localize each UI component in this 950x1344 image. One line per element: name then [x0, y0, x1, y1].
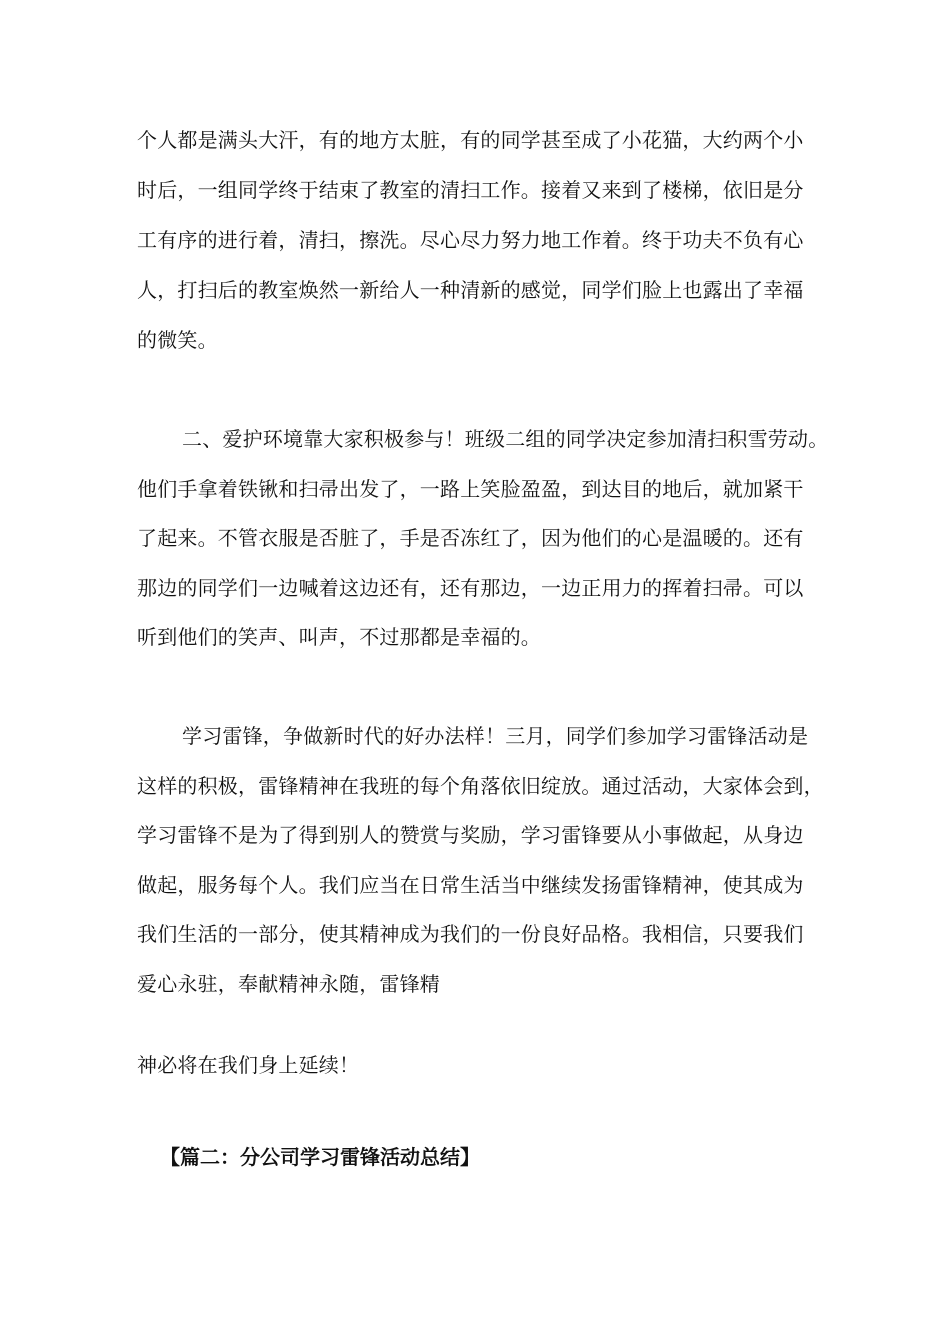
text-line: 学习雷锋不是为了得到别人的赞赏与奖励，学习雷锋要从小事做起，从身边: [137, 823, 804, 847]
text-line: 我们生活的一部分，使其精神成为我们的一份良好品格。我相信，只要我们: [137, 922, 804, 946]
text-line: 工有序的进行着，清扫，擦洗。尽心尽力努力地工作着。终于功夫不负有心: [137, 228, 804, 252]
text-line: 个人都是满头大汗，有的地方太脏，有的同学甚至成了小花猫，大约两个小: [137, 128, 804, 152]
text-line: 学习雷锋，争做新时代的好办法样！三月，同学们参加学习雷锋活动是: [182, 724, 809, 748]
text-line: 二、爱护环境靠大家积极参与！班级二组的同学决定参加清扫积雪劳动。: [182, 427, 829, 451]
text-line: 听到他们的笑声、叫声，不过那都是幸福的。: [137, 625, 541, 649]
text-line: 了起来。不管衣服是否脏了，手是否冻红了，因为他们的心是温暖的。还有: [137, 526, 804, 550]
text-line: 的微笑。: [137, 328, 218, 352]
text-line: 那边的同学们一边喊着这边还有，还有那边，一边正用力的挥着扫帚。可以: [137, 576, 804, 600]
text-line: 他们手拿着铁锹和扫帚出发了，一路上笑脸盈盈，到达目的地后，就加紧干: [137, 477, 804, 501]
text-line: 爱心永驻，奉献精神永随，雷锋精: [137, 972, 440, 996]
section-heading: 【篇二：分公司学习雷锋活动总结】: [160, 1145, 480, 1169]
text-line: 人，打扫后的教室焕然一新给人一种清新的感觉，同学们脸上也露出了幸福: [137, 278, 804, 302]
text-line: 做起，服务每个人。我们应当在日常生活当中继续发扬雷锋精神，使其成为: [137, 873, 804, 897]
text-line: 时后，一组同学终于结束了教室的清扫工作。接着又来到了楼梯，依旧是分: [137, 178, 804, 202]
text-line: 神必将在我们身上延续！: [137, 1053, 360, 1077]
text-line: 这样的积极，雷锋精神在我班的每个角落依旧绽放。通过活动，大家体会到，: [137, 774, 824, 798]
